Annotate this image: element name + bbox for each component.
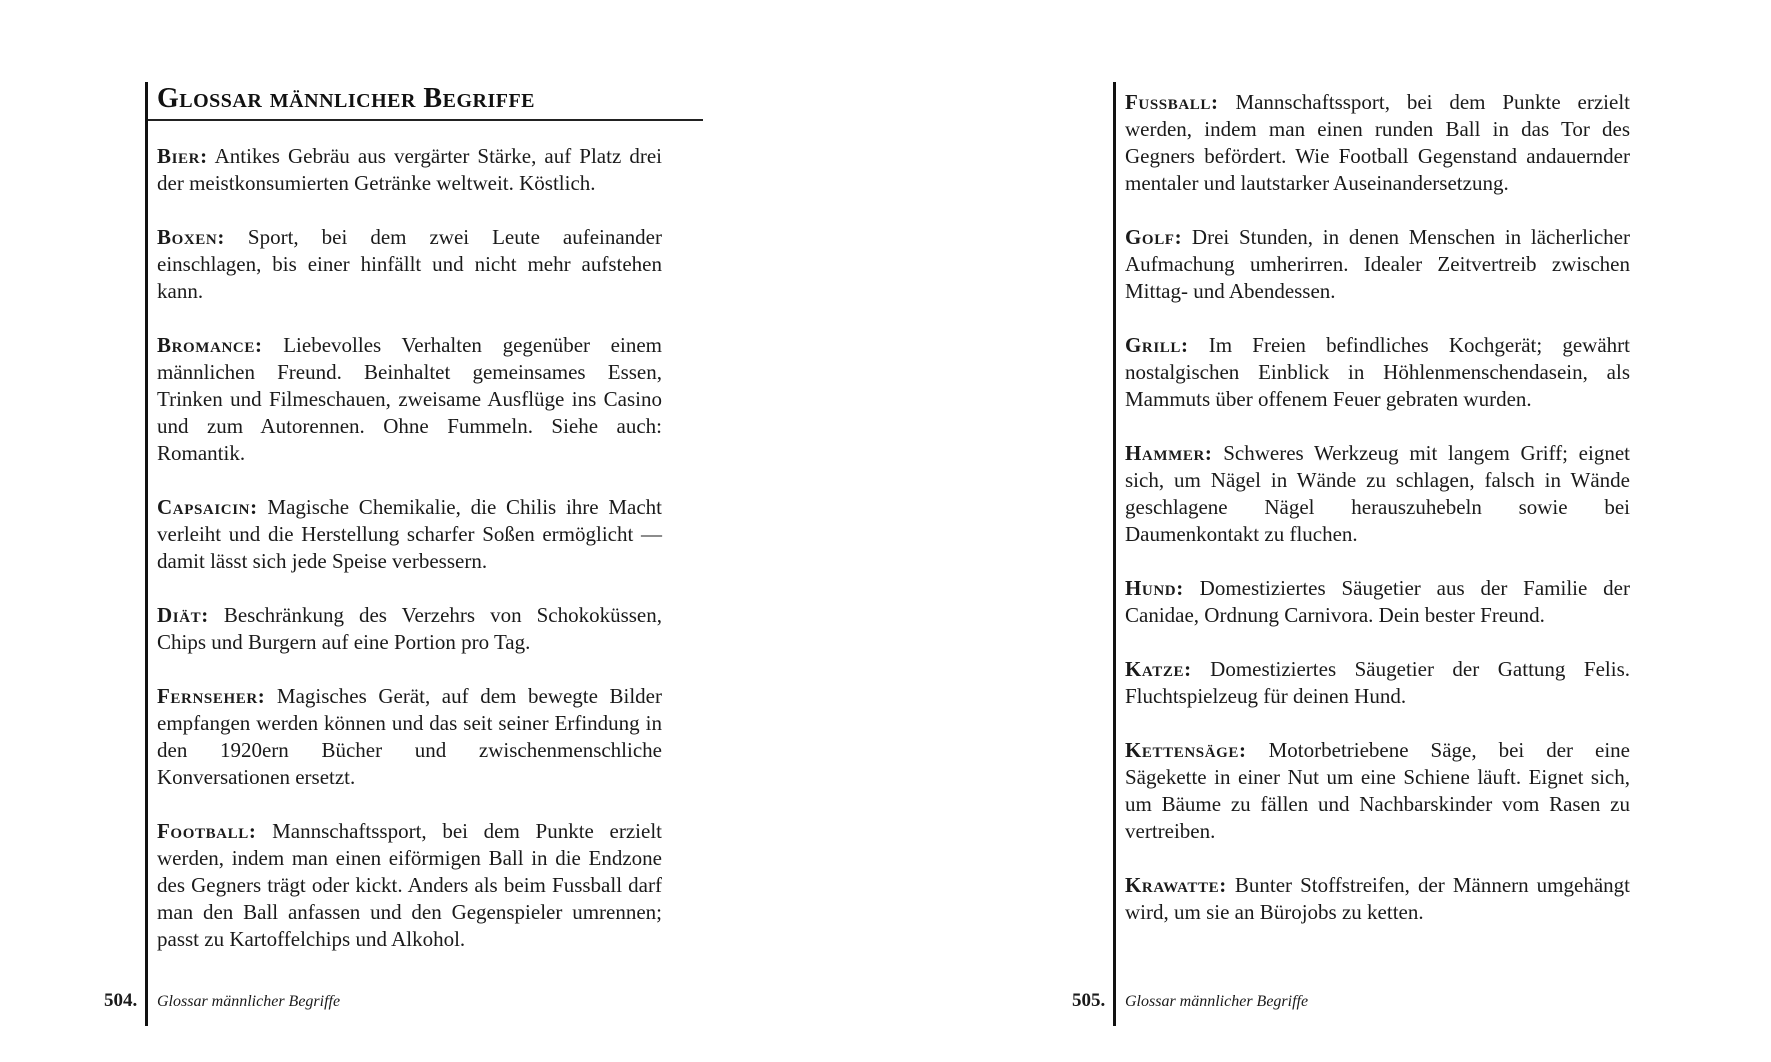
entry-definition: Beschränkung des Verzehrs von Schokoküssen, Chips und Burgern auf eine Portion pro Tag. — [157, 603, 662, 654]
entry-term: Bier: — [157, 144, 208, 168]
glossary-entry-football — [157, 818, 662, 953]
page-heading: Glossar männlicher Begriffe — [157, 83, 535, 114]
left-glossary-list — [157, 143, 662, 980]
glossary-entry-capsaicin — [157, 494, 662, 575]
glossary-entry-diaet — [157, 602, 662, 656]
entry-definition: Schweres Werkzeug mit langem Griff; eignet sich, um Nägel in Wände zu schlagen, falsch in Wände geschlagene Nägel herauszuhebeln sowie bei Daumenkontakt zu fluchen. — [1125, 441, 1630, 546]
entry-term: Hund: — [1125, 576, 1184, 600]
glossary-entry-katze — [1125, 656, 1630, 710]
entry-definition: Bunter Stoffstreifen, der Männern umgehängt wird, um sie an Bürojobs zu ketten. — [1125, 873, 1630, 924]
glossary-entry-bromance — [157, 332, 662, 467]
page-number: 504. — [104, 990, 138, 1011]
glossary-entry-bier — [157, 143, 662, 197]
glossary-entry-fernseher — [157, 683, 662, 791]
entry-definition: Liebevolles Verhalten gegenüber einem männlichen Freund. Beinhaltet gemeinsames Essen, Trinken und Filmeschauen, zweisame Ausflüge ins Casino und zum Autorennen. Ohne Fummeln. Siehe auch: Romantik. — [157, 333, 662, 465]
entry-term: Diät: — [157, 603, 209, 627]
entry-term: Kettensäge: — [1125, 738, 1247, 762]
right-glossary-list — [1125, 89, 1630, 953]
glossary-entry-golf — [1125, 224, 1630, 305]
entry-definition: Sport, bei dem zwei Leute aufeinander einschlagen, bis einer hinfällt und nicht mehr aufstehen kann. — [157, 225, 662, 303]
glossary-entry-hammer — [1125, 440, 1630, 548]
right-page — [885, 0, 1771, 1062]
entry-definition: Drei Stunden, in denen Menschen in lächerlicher Aufmachung umherirren. Idealer Zeitvertreib zwischen Mittag- und Abendessen. — [1125, 225, 1630, 303]
entry-definition: Magisches Gerät, auf dem bewegte Bilder empfangen werden können und das seit seiner Erfindung in den 1920ern Bücher und zwischenmenschliche Konversationen ersetzt. — [157, 684, 662, 789]
entry-term: Bromance: — [157, 333, 263, 357]
entry-definition: Domestiziertes Säugetier der Gattung Felis. Fluchtspielzeug für deinen Hund. — [1125, 657, 1630, 708]
entry-term: Boxen: — [157, 225, 225, 249]
glossary-entry-krawatte — [1125, 872, 1630, 926]
entry-term: Hammer: — [1125, 441, 1213, 465]
entry-definition: Mannschaftssport, bei dem Punkte erzielt werden, indem man einen runden Ball in das Tor des Gegners befördert. Wie Football Gegenstand andauernder mentaler und lautstarker Auseinandersetzung. — [1125, 90, 1630, 195]
heading-underline — [148, 119, 703, 121]
page-number: 505. — [1072, 990, 1106, 1011]
entry-term: Fernseher: — [157, 684, 266, 708]
entry-definition: Domestiziertes Säugetier aus der Familie der Canidae, Ordnung Carnivora. Dein bester Freund. — [1125, 576, 1630, 627]
entry-term: Grill: — [1125, 333, 1189, 357]
entry-term: Fussball: — [1125, 90, 1219, 114]
entry-term: Katze: — [1125, 657, 1192, 681]
glossary-entry-hund — [1125, 575, 1630, 629]
entry-term: Golf: — [1125, 225, 1183, 249]
entry-term: Football: — [157, 819, 257, 843]
right-margin-rule — [1113, 82, 1116, 1026]
left-page — [0, 0, 885, 1062]
entry-definition: Motorbetriebene Säge, bei der eine Sägekette in einer Nut um eine Schiene läuft. Eignet sich, um Bäume zu fällen und Nachbarskinder vom Rasen zu vertreiben. — [1125, 738, 1630, 843]
glossary-entry-boxen — [157, 224, 662, 305]
running-footer: Glossar männlicher Begriffe — [1125, 993, 1309, 1010]
glossary-entry-grill — [1125, 332, 1630, 413]
running-footer: Glossar männlicher Begriffe — [157, 993, 341, 1010]
glossary-entry-kettensaege — [1125, 737, 1630, 845]
entry-term: Krawatte: — [1125, 873, 1227, 897]
entry-definition: Mannschaftssport, bei dem Punkte erzielt werden, indem man einen eiförmigen Ball in die Endzone des Gegners trägt oder kickt. Anders als beim Fussball darf man den Ball anfassen und den Gegenspieler umrennen; passt zu Kartoffelchips und Alkohol. — [157, 819, 662, 951]
entry-definition: Antikes Gebräu aus vergärter Stärke, auf Platz drei der meistkonsumierten Getränke weltweit. Köstlich. — [157, 144, 662, 195]
glossary-entry-fussball — [1125, 89, 1630, 197]
entry-definition: Magische Chemikalie, die Chilis ihre Macht verleiht und die Herstellung scharfer Soßen ermöglicht — damit lässt sich jede Speise verbessern. — [157, 495, 662, 573]
left-margin-rule — [145, 82, 148, 1026]
entry-definition: Im Freien befindliches Kochgerät; gewährt nostalgischen Einblick in Höhlenmenschendasein, als Mammuts über offenem Feuer gebraten wurden. — [1125, 333, 1630, 411]
entry-term: Capsaicin: — [157, 495, 258, 519]
